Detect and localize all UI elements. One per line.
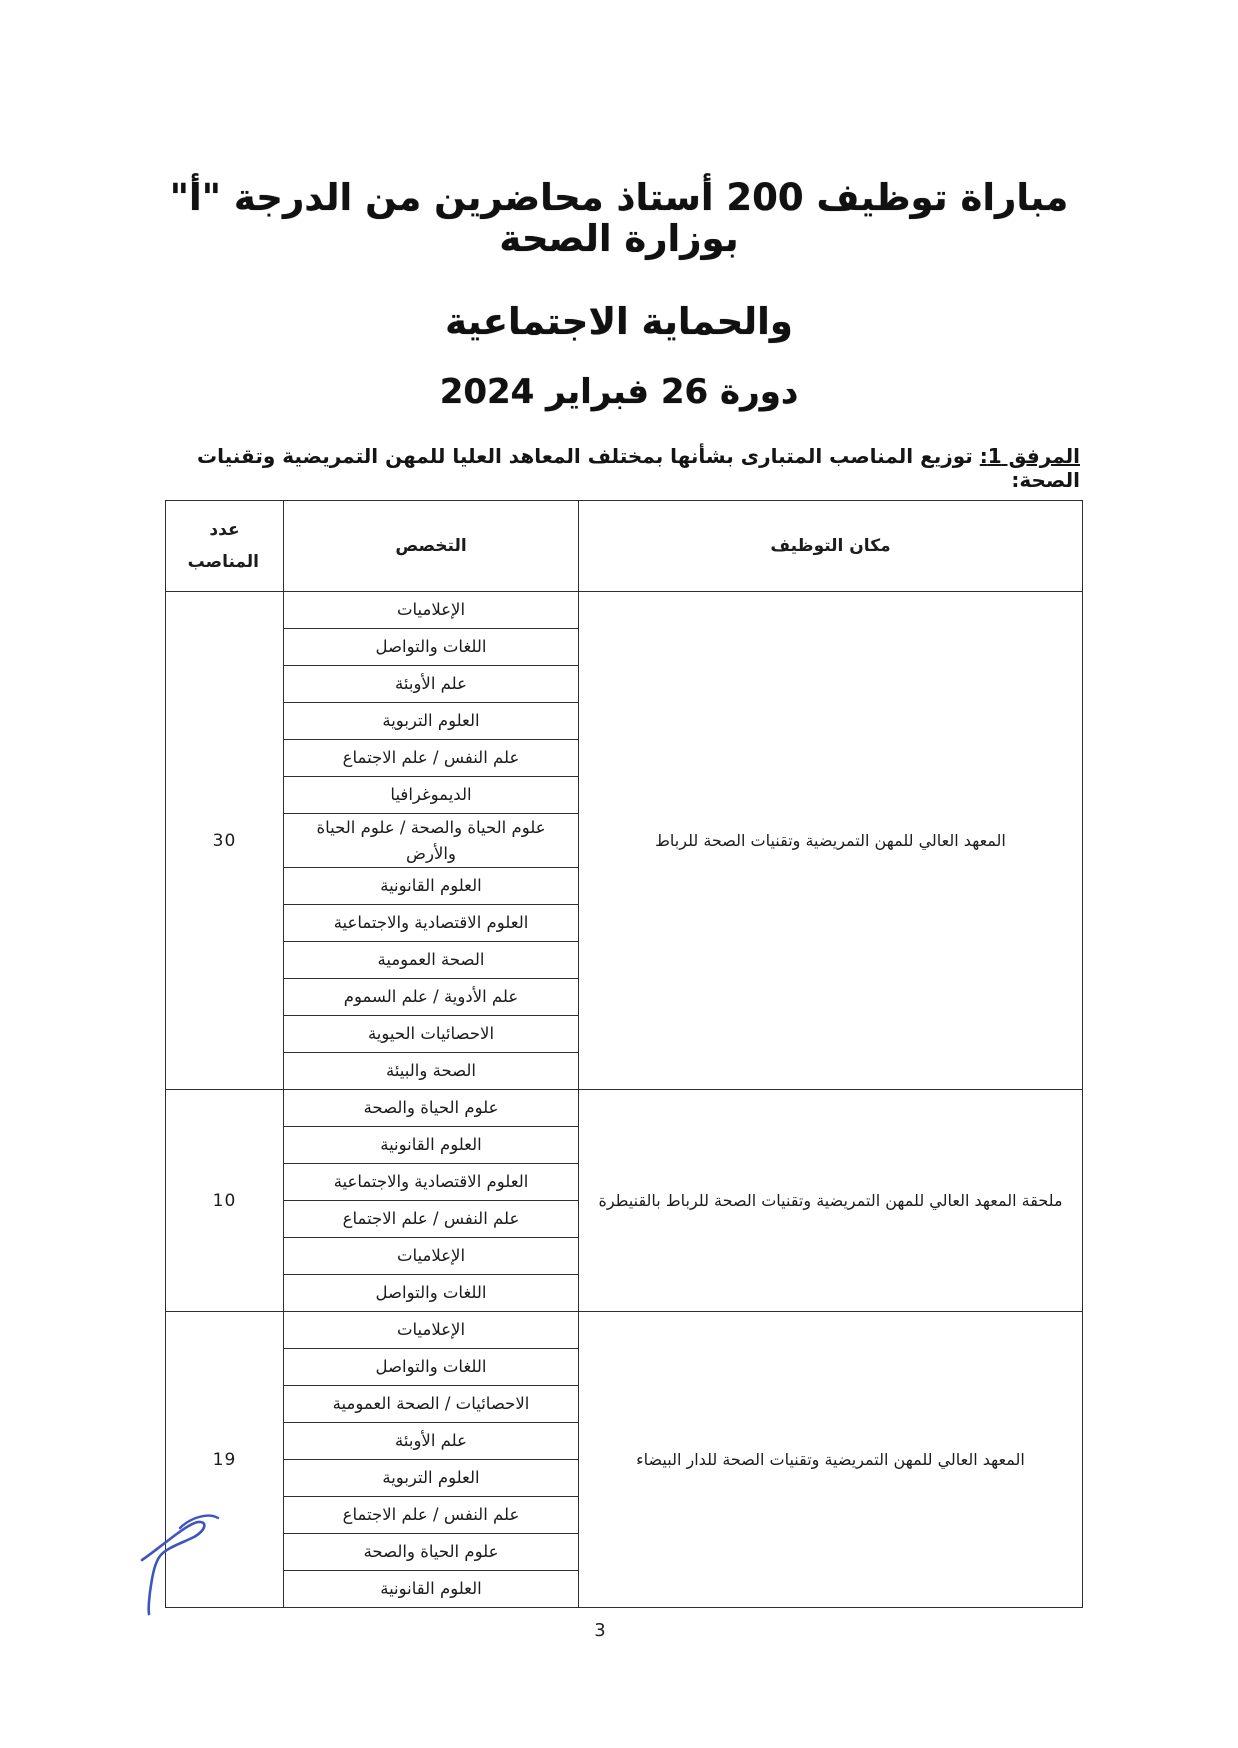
employment-location-cell: ملحقة المعهد العالي للمهن التمريضية وتقنيات الصحة للرباط بالقنيطرة [579,1090,1083,1312]
specialty-cell: الإعلاميات [284,592,579,629]
specialty-cell: اللغات والتواصل [284,1275,579,1312]
specialty-cell: الاحصائيات / الصحة العمومية [284,1386,579,1423]
specialty-cell: الإعلاميات [284,1312,579,1349]
specialty-cell: الاحصائيات الحيوية [284,1016,579,1053]
specialty-cell: علوم الحياة والصحة / علوم الحياة والأرض [284,814,579,868]
document-title [120,178,1118,343]
session-date-line: دورة 26 فبراير 2024 [439,372,799,412]
specialty-cell: العلوم القانونية [284,868,579,905]
specialty-cell: علم الأوبئة [284,666,579,703]
employment-location-cell: المعهد العالي للمهن التمريضية وتقنيات الصحة للدار البيضاء [579,1312,1083,1608]
specialty-cell: علم الأدوية / علم السموم [284,979,579,1016]
specialty-cell: علم النفس / علم الاجتماع [284,1497,579,1534]
signature-pen-mark [136,1502,228,1620]
positions-table [165,500,1083,1608]
specialty-cell: علوم الحياة والصحة [284,1090,579,1127]
specialty-cell: علم النفس / علم الاجتماع [284,740,579,777]
specialty-cell: الإعلاميات [284,1238,579,1275]
table-header [166,501,1083,592]
specialty-cell: العلوم التربوية [284,703,579,740]
specialty-cell: العلوم الاقتصادية والاجتماعية [284,905,579,942]
header-specialty: التخصص [284,501,579,592]
specialty-cell: علم النفس / علم الاجتماع [284,1201,579,1238]
specialty-cell: العلوم القانونية [284,1127,579,1164]
specialty-cell: العلوم التربوية [284,1460,579,1497]
specialty-cell: الديموغرافيا [284,777,579,814]
positions-count-cell: 10 [166,1090,284,1312]
specialty-cell: العلوم الاقتصادية والاجتماعية [284,1164,579,1201]
positions-count-cell: 19 [166,1312,284,1608]
title-line-2: والحماية الاجتماعية [445,300,793,344]
specialty-cell: علوم الحياة والصحة [284,1534,579,1571]
table-row [166,1090,1083,1127]
specialty-cell: الصحة العمومية [284,942,579,979]
specialty-cell: الصحة والبيئة [284,1053,579,1090]
specialty-cell: علم الأوبئة [284,1423,579,1460]
table-body [166,592,1083,1608]
header-row [166,501,1083,592]
specialty-cell: اللغات والتواصل [284,1349,579,1386]
title-line-1: مباراة توظيف 200 أستاذ محاضرين من الدرجة "أ" بوزارة الصحة [169,176,1069,260]
header-location: مكان التوظيف [579,501,1083,592]
table-row [166,1312,1083,1349]
positions-count-cell: 30 [166,592,284,1090]
attachment-subtitle [156,444,1080,492]
attachment-text: توزيع المناصب المتبارى بشأنها بمختلف المعاهد العليا للمهن التمريضية وتقنيات الصحة: [197,444,1080,492]
employment-location-cell: المعهد العالي للمهن التمريضية وتقنيات الصحة للرباط [579,592,1083,1090]
attachment-label: المرفق 1: [979,444,1080,468]
specialty-cell: اللغات والتواصل [284,629,579,666]
header-count: عدد المناصب [166,501,284,592]
page-number: 3 [594,1620,606,1641]
specialty-cell: العلوم القانونية [284,1571,579,1608]
table-row [166,592,1083,629]
